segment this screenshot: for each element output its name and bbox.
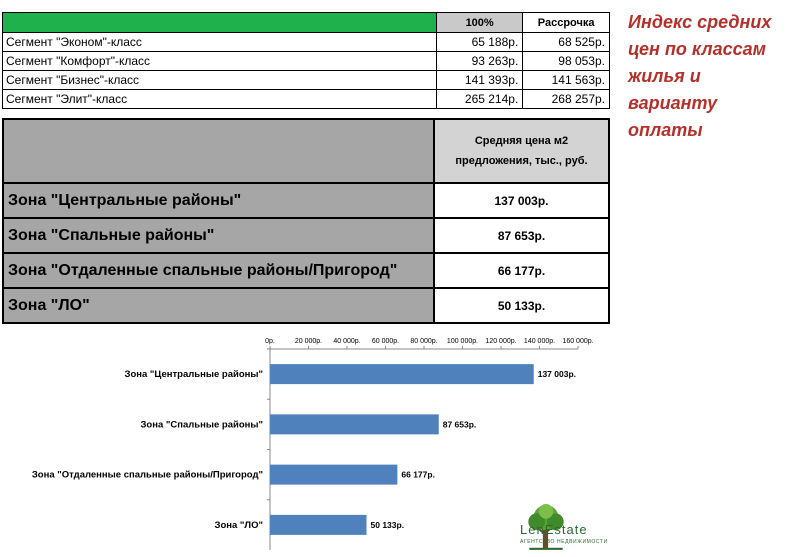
data-label: 87 653р. (442, 419, 477, 430)
table-row (3, 52, 610, 71)
segments-header-installment: Рассрочка (523, 13, 610, 33)
zones-header-price (434, 119, 609, 183)
segment-price-installment: 68 525р. (523, 33, 610, 52)
side-title-line: жилья и (628, 66, 701, 86)
category-label: Зона "ЛО" (214, 519, 263, 531)
category-label: Зона "Спальные районы" (140, 419, 263, 431)
bar (270, 414, 439, 434)
side-title-line: варианту (628, 93, 718, 113)
zone-price: 50 133р. (434, 288, 609, 323)
segments-header-100: 100% (436, 13, 522, 33)
segment-price-installment: 268 257р. (523, 90, 610, 109)
segment-price-100: 93 263р. (436, 52, 522, 71)
x-tick-label: 100 000р. (446, 338, 479, 345)
x-tick-label: 40 000р. (333, 338, 361, 345)
bar (270, 515, 367, 535)
zones-table (2, 118, 610, 324)
zones-header-blank (3, 119, 434, 183)
table-row (3, 218, 609, 253)
table-row (3, 90, 610, 109)
zone-price: 87 653р. (434, 218, 609, 253)
zones-header-line2: предложения, тыс., руб. (455, 155, 588, 167)
x-tick-label: 20 000р. (294, 338, 323, 345)
segments-header-blank (3, 13, 437, 33)
logo-name: LenEstate (520, 522, 588, 537)
side-title-line: Индекс средних (628, 12, 772, 32)
segment-price-100: 265 214р. (436, 90, 522, 109)
zone-label: Зона "ЛО" (3, 288, 434, 323)
data-label: 137 003р. (537, 369, 577, 380)
segment-label: Сегмент "Бизнес"-класс (3, 71, 437, 90)
segment-price-100: 141 393р. (436, 71, 522, 90)
bar (270, 465, 397, 485)
segment-price-installment: 141 563р. (523, 71, 610, 90)
x-tick-label: 60 000р. (371, 338, 400, 345)
x-tick-label: 140 000р. (523, 338, 556, 345)
side-title (628, 9, 798, 144)
x-tick-label: 80 000р. (410, 338, 438, 345)
side-title-line: оплаты (628, 120, 703, 140)
table-row (3, 183, 609, 218)
logo-subtitle: АГЕНТСТВО НЕДВИЖИМОСТИ (520, 539, 608, 545)
x-tick-label: 0р. (265, 338, 275, 345)
table-row (3, 33, 610, 52)
segments-header-row (3, 13, 610, 33)
table-row (3, 288, 609, 323)
zone-label: Зона "Центральные районы" (3, 183, 434, 218)
table-row (3, 253, 609, 288)
data-label: 66 177р. (401, 469, 435, 480)
x-tick-label: 160 000р. (562, 338, 594, 345)
data-label: 50 133р. (370, 519, 405, 530)
zones-header-row (3, 119, 609, 183)
category-label: Зона "Центральные районы" (124, 369, 263, 381)
zone-label: Зона "Спальные районы" (3, 218, 434, 253)
bar (270, 364, 534, 384)
segment-label: Сегмент "Комфорт"-класс (3, 52, 437, 71)
table-row (3, 71, 610, 90)
category-label: Зона "Отдаленные спальные районы/Пригород" (31, 469, 263, 481)
segments-table (2, 12, 610, 109)
x-tick-label: 120 000р. (485, 338, 517, 345)
zone-label: Зона "Отдаленные спальные районы/Пригород" (3, 253, 434, 288)
segment-label: Сегмент "Эконом"-класс (3, 33, 437, 52)
segment-price-installment: 98 053р. (523, 52, 610, 71)
zone-price: 66 177р. (434, 253, 609, 288)
zones-header-line1: Средняя цена м2 (474, 135, 569, 147)
zone-price: 137 003р. (434, 183, 609, 218)
segment-label: Сегмент "Элит"-класс (3, 90, 437, 109)
side-title-line: цен по классам (628, 39, 766, 59)
segment-price-100: 65 188р. (436, 33, 522, 52)
